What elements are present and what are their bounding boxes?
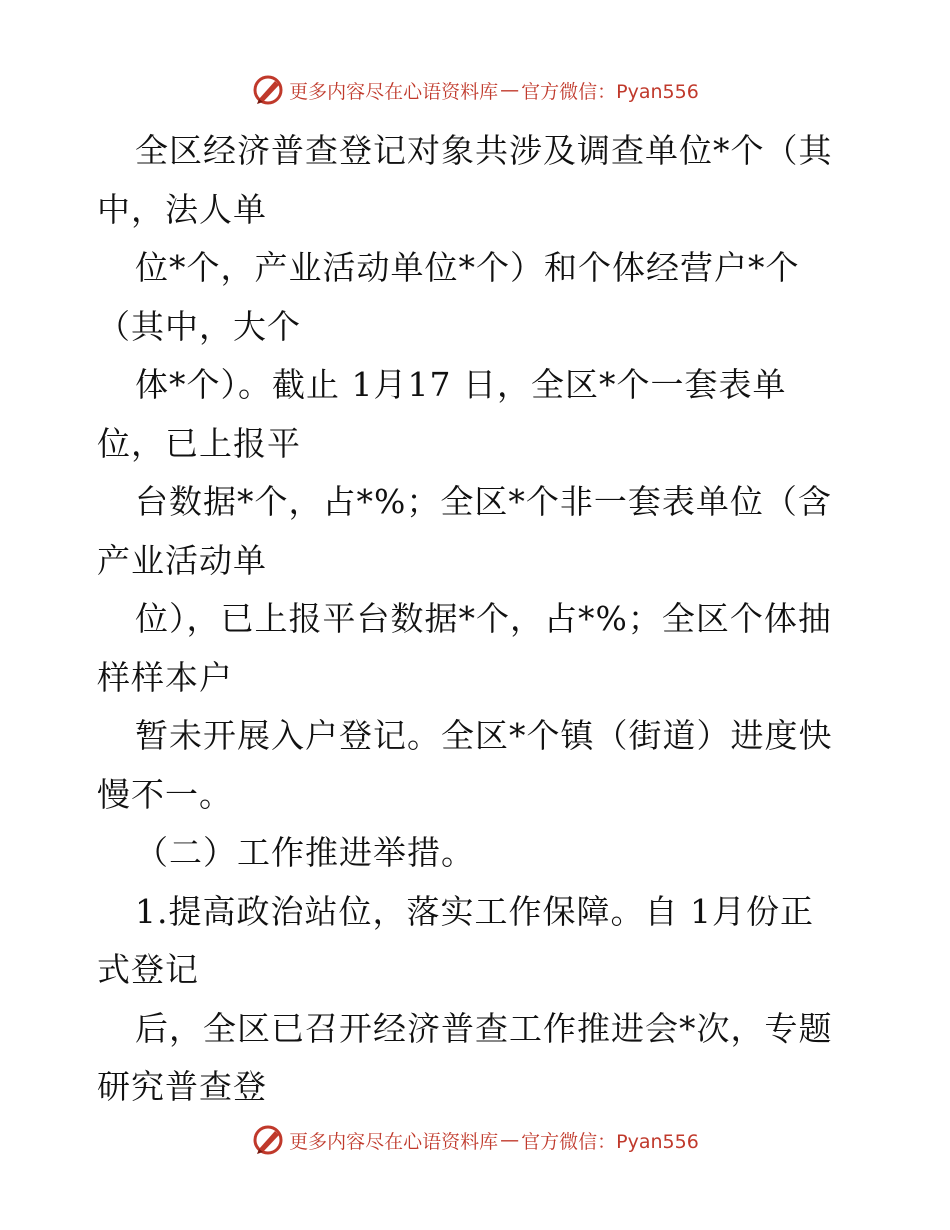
pen-logo-icon — [251, 1123, 285, 1157]
watermark-separator: — — [500, 79, 520, 101]
text-line: 慢不一。 — [97, 774, 233, 814]
watermark-text: 更多内容尽在心语资料库 — [289, 80, 499, 103]
text-line: 体*个）。截止 1月17 日，全区*个一套表单 — [135, 365, 787, 404]
watermark-wechat: 官方微信：Pyan556 — [521, 80, 699, 103]
text-line: 位*个，产业活动单位*个）和个体经营户*个 — [135, 248, 800, 287]
text-line: 研究普查登 — [97, 1067, 267, 1106]
text-line: 台数据*个，占*%；全区*个非一套表单位（含 — [135, 482, 832, 521]
text-line: 中，法人单 — [97, 189, 267, 229]
text-line: 暂未开展入户登记。全区*个镇（街道）进度快 — [135, 716, 833, 755]
watermark-text: 更多内容尽在心语资料库 — [289, 1130, 499, 1153]
section-heading: （二）工作推进举措。 — [135, 833, 475, 872]
text-line: 位，已上报平 — [97, 423, 301, 463]
watermark-separator: — — [500, 1129, 520, 1151]
text-line: （其中，大个 — [97, 306, 301, 346]
text-line: 样样本户 — [97, 657, 233, 697]
text-line: 位），已上报平台数据*个，占*%；全区个体抽 — [135, 599, 832, 638]
pen-logo-icon — [251, 73, 285, 107]
document-body — [97, 122, 867, 1117]
footer-watermark — [0, 1120, 950, 1160]
text-line: 后，全区已召开经济普查工作推进会*次，专题 — [135, 1008, 833, 1048]
watermark-wechat: 官方微信：Pyan556 — [521, 1130, 699, 1153]
text-line: 产业活动单 — [97, 540, 267, 580]
header-watermark — [0, 70, 950, 110]
text-line: 式登记 — [97, 950, 199, 989]
text-line: 全区经济普查登记对象共涉及调查单位*个（其 — [135, 131, 833, 170]
text-line: 1.提高政治站位，落实工作保障。自 1月份正 — [135, 891, 814, 931]
